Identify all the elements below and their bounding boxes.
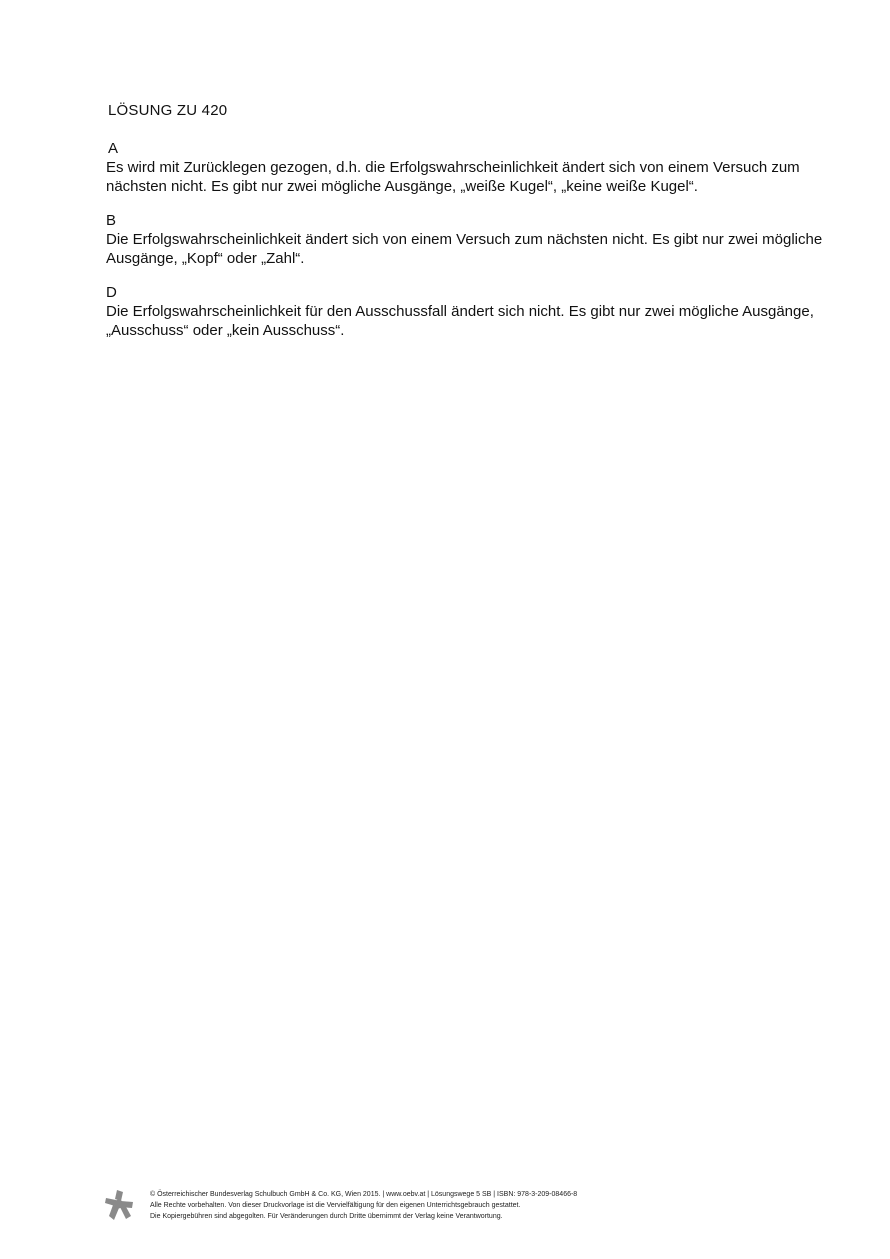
footer-line: Die Kopiergebühren sind abgegolten. Für Veränderungen durch Dritte übernimmt der Verlag keine Verantwortung. [150, 1213, 503, 1220]
solution-section-d [106, 283, 826, 340]
footer-line: © Österreichischer Bundesverlag Schulbuch GmbH & Co. KG, Wien 2015. | www.oebv.at | Lösungswege 5 SB | ISBN: 978-3-209-08466-8 [150, 1191, 578, 1198]
solution-section-b [106, 211, 826, 268]
oebv-logo-icon [104, 1189, 134, 1221]
page-title: LÖSUNG ZU 420 [108, 102, 228, 119]
solution-section-a [106, 139, 826, 196]
page-footer [104, 1187, 724, 1227]
section-letter: A [108, 140, 119, 157]
section-text: Die Erfolgswahrscheinlichkeit für den Ausschussfall ändert sich nicht. Es gibt nur zwei mögliche Ausgänge, „Ausschuss“ oder „kein Ausschuss“. [106, 303, 814, 339]
section-letter: B [106, 212, 117, 229]
footer-line: Alle Rechte vorbehalten. Von dieser Druckvorlage ist die Vervielfältigung für den eigenen Unterrichtsgebrauch gestattet. [150, 1202, 521, 1209]
footer-copyright [150, 1189, 577, 1222]
section-text: Die Erfolgswahrscheinlichkeit ändert sich von einem Versuch zum nächsten nicht. Es gibt nur zwei mögliche Ausgänge, „Kopf“ oder „Zahl“. [106, 231, 823, 267]
section-letter: D [106, 284, 117, 301]
section-text: Es wird mit Zurücklegen gezogen, d.h. die Erfolgswahrscheinlichkeit ändert sich von einem Versuch zum nächsten nicht. Es gibt nur zwei mögliche Ausgänge, „weiße Kugel“, „keine weiße Kugel“. [106, 159, 800, 195]
